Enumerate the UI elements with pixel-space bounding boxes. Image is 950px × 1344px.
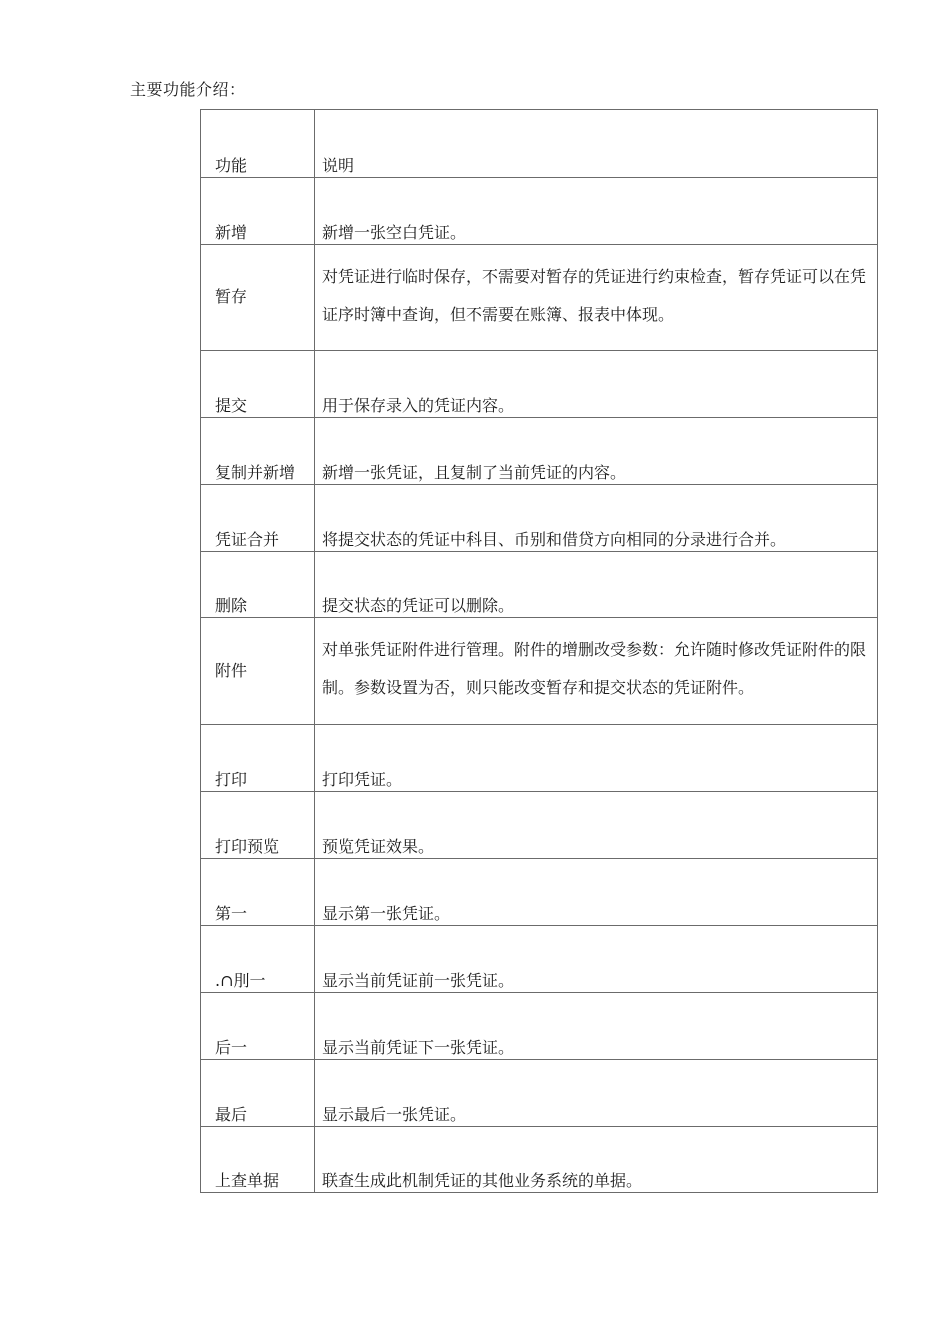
row-description-text: 对单张凭证附件进行管理。附件的增删改受参数：允许随时修改凭证附件的限制。参数设置为否，则只能改变暂存和提交状态的凭证附件。: [322, 640, 867, 697]
table-row: [201, 1127, 878, 1193]
row-description: 打印凭证。: [315, 725, 878, 792]
row-description: 用于保存录入的凭证内容。: [315, 351, 878, 418]
row-description: 预览凭证效果。: [315, 792, 878, 859]
header-description: 说明: [315, 110, 878, 178]
row-description: 将提交状态的凭证中科目、币别和借贷方向相同的分录进行合并。: [315, 485, 878, 552]
table-row: [201, 725, 878, 792]
row-description: 对凭证进行临时保存，不需要对暂存的凭证进行约束检查，暂存凭证可以在凭证序时簿中查询，但不需要在账簿、报表中体现。: [315, 245, 878, 351]
header-function: 功能: [201, 110, 315, 178]
table-row: [201, 859, 878, 926]
row-description: 显示当前凭证前一张凭证。: [315, 926, 878, 993]
table-row: [201, 351, 878, 418]
table-row: [201, 245, 878, 351]
row-description: 显示最后一张凭证。: [315, 1060, 878, 1127]
row-function: 最后: [201, 1060, 315, 1127]
table-row: [201, 618, 878, 725]
row-description: 显示第一张凭证。: [315, 859, 878, 926]
row-description: 联查生成此机制凭证的其他业务系统的单据。: [315, 1127, 878, 1193]
row-function: 暂存: [201, 245, 315, 351]
row-function: 附件: [201, 618, 315, 725]
row-function: 复制并新增: [201, 418, 315, 485]
row-function: 新增: [201, 178, 315, 245]
table-header-row: [201, 110, 878, 178]
row-description: 显示当前凭证下一张凭证。: [315, 993, 878, 1060]
row-function: 打印: [201, 725, 315, 792]
row-description: 提交状态的凭证可以删除。: [315, 552, 878, 618]
row-function: 凭证合并: [201, 485, 315, 552]
table-row: [201, 792, 878, 859]
table-row: [201, 926, 878, 993]
row-function: 打印预览: [201, 792, 315, 859]
table-row: [201, 485, 878, 552]
row-description: [315, 618, 878, 725]
row-function: 提交: [201, 351, 315, 418]
row-function: 删除: [201, 552, 315, 618]
page-heading: 主要功能介绍：: [130, 80, 246, 99]
table-row: [201, 1060, 878, 1127]
table-row: [201, 993, 878, 1060]
row-function: 上查单据: [201, 1127, 315, 1193]
function-table: [200, 109, 878, 1193]
row-function: 第一: [201, 859, 315, 926]
row-description: 新增一张凭证，且复制了当前凭证的内容。: [315, 418, 878, 485]
table-row: [201, 552, 878, 618]
table-row: [201, 178, 878, 245]
row-description: 新增一张空白凭证。: [315, 178, 878, 245]
row-function: .∩刖一: [201, 926, 315, 993]
table-row: [201, 418, 878, 485]
row-function: 后一: [201, 993, 315, 1060]
